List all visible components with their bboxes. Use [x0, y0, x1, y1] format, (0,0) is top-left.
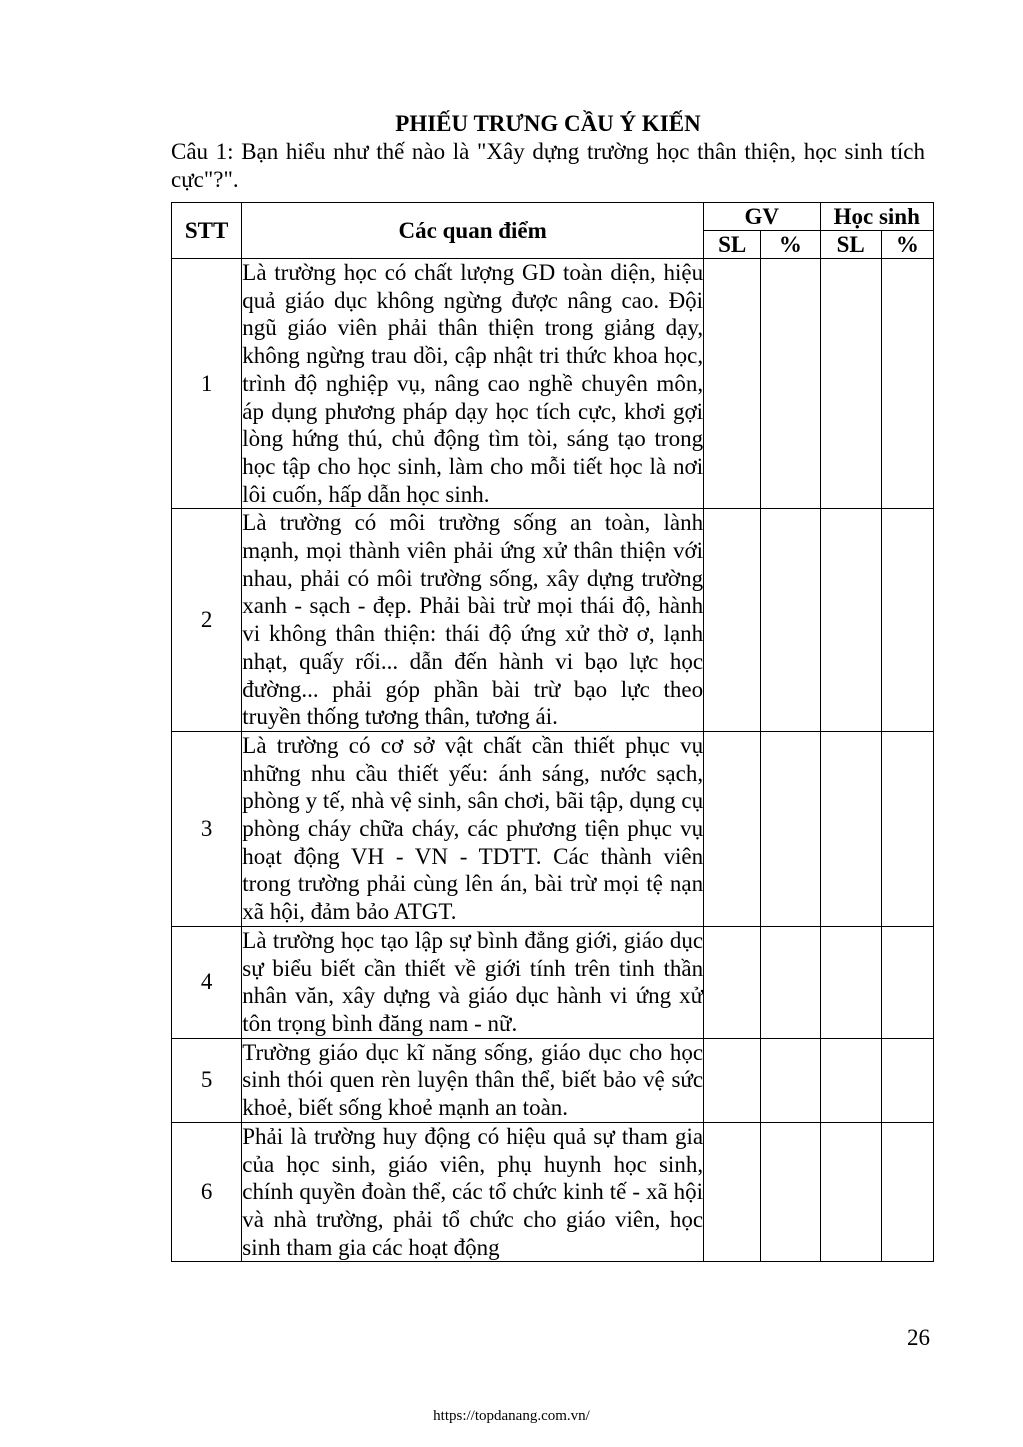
row-view-text: Là trường học có chất lượng GD toàn diện, hiệu quả giáo dục không ngừng được nâng cao. Đội ngũ giáo viên phải thân thiện trong giảng dạy, không ngừng trau dồi, cập nhật tri thức khoa học, trình độ nghiệp vụ, nâng cao nghề chuyên môn, áp dụng phương pháp dạy học tích cực, khơi gợi lòng hứng thú, chủ động tìm tòi, sáng tạo trong học tập cho học sinh, làm cho mỗi tiết học là nơi lôi cuốn, hấp dẫn học sinh. [242, 259, 704, 509]
header-row-top [172, 203, 934, 231]
cell-hs-sl [820, 1122, 881, 1262]
cell-gv-sl [704, 1122, 761, 1262]
cell-gv-sl [704, 1038, 761, 1122]
cell-gv-pct [761, 1038, 820, 1122]
cell-hs-sl [820, 509, 881, 732]
cell-hs-pct [881, 731, 933, 926]
header-hs-pct: % [881, 231, 933, 259]
header-gv-sl: SL [704, 231, 761, 259]
cell-gv-pct [761, 1122, 820, 1262]
cell-gv-sl [704, 259, 761, 509]
row-stt: 4 [172, 926, 242, 1038]
cell-hs-pct [881, 509, 933, 732]
table-row [172, 926, 934, 1038]
table-row [172, 509, 934, 732]
cell-gv-pct [761, 259, 820, 509]
cell-gv-sl [704, 509, 761, 732]
row-stt: 1 [172, 259, 242, 509]
row-view-text: Là trường có cơ sở vật chất cần thiết phục vụ những nhu cầu thiết yếu: ánh sáng, nước sạch, phòng y tế, nhà vệ sinh, sân chơi, bãi tập, dụng cụ phòng cháy chữa cháy, các phương tiện phục vụ hoạt động VH - VN - TDTT. Các thành viên trong trường phải cùng lên án, bài trừ mọi tệ nạn xã hội, đảm bảo ATGT. [242, 731, 704, 926]
row-view-text: Là trường có môi trường sống an toàn, lành mạnh, mọi thành viên phải ứng xử thân thiện với nhau, phải có môi trường sống, xây dựng trường xanh - sạch - đẹp. Phải bài trừ mọi thái độ, hành vi không thân thiện: thái độ ứng xử thờ ơ, lạnh nhạt, quấy rối... dẫn đến hành vi bạo lực học đường... phải góp phần bài trừ bạo lực theo truyền thống tương thân, tương ái. [242, 509, 704, 732]
footer-url: https://topdanang.com.vn/ [433, 1408, 590, 1424]
cell-gv-pct [761, 926, 820, 1038]
row-view-text: Phải là trường huy động có hiệu quả sự tham gia của học sinh, giáo viên, phụ huynh học sinh, chính quyền đoàn thể, các tổ chức kinh tế - xã hội và nhà trường, phải tổ chức cho giáo viên, học sinh tham gia các hoạt động [242, 1122, 704, 1262]
cell-gv-pct [761, 731, 820, 926]
row-view-text: Trường giáo dục kĩ năng sống, giáo dục cho học sinh thói quen rèn luyện thân thể, biết bảo vệ sức khoẻ, biết sống khoẻ mạnh an toàn. [242, 1038, 704, 1122]
table-row [172, 1122, 934, 1262]
page-number: 26 [907, 1325, 930, 1350]
cell-gv-sl [704, 731, 761, 926]
row-stt: 2 [172, 509, 242, 732]
cell-hs-sl [820, 1038, 881, 1122]
question-text: Câu 1: Bạn hiểu như thế nào là "Xây dựng trường học thân thiện, học sinh tích cực"?". [171, 139, 925, 192]
cell-hs-pct [881, 926, 933, 1038]
survey-table [171, 202, 934, 1262]
cell-hs-pct [881, 1122, 933, 1262]
table-row [172, 731, 934, 926]
cell-hs-sl [820, 259, 881, 509]
cell-gv-pct [761, 509, 820, 732]
header-stt: STT [172, 203, 242, 259]
form-title: PHIẾU TRƯNG CẦU Ý KIẾN [395, 111, 701, 136]
header-views: Các quan điểm [242, 203, 704, 259]
cell-hs-pct [881, 259, 933, 509]
header-hoc-sinh: Học sinh [820, 203, 933, 231]
header-gv: GV [704, 203, 820, 231]
row-stt: 6 [172, 1122, 242, 1262]
header-gv-pct: % [761, 231, 820, 259]
cell-hs-pct [881, 1038, 933, 1122]
row-view-text: Là trường học tạo lập sự bình đẳng giới, giáo dục sự biểu biết cần thiết về giới tính trên tinh thần nhân văn, xây dựng và giáo dục hành vi ứng xử tôn trọng bình đăng nam - nữ. [242, 926, 704, 1038]
cell-hs-sl [820, 926, 881, 1038]
header-hs-sl: SL [820, 231, 881, 259]
cell-gv-sl [704, 926, 761, 1038]
row-stt: 3 [172, 731, 242, 926]
row-stt: 5 [172, 1038, 242, 1122]
table-row [172, 259, 934, 509]
cell-hs-sl [820, 731, 881, 926]
table-row [172, 1038, 934, 1122]
